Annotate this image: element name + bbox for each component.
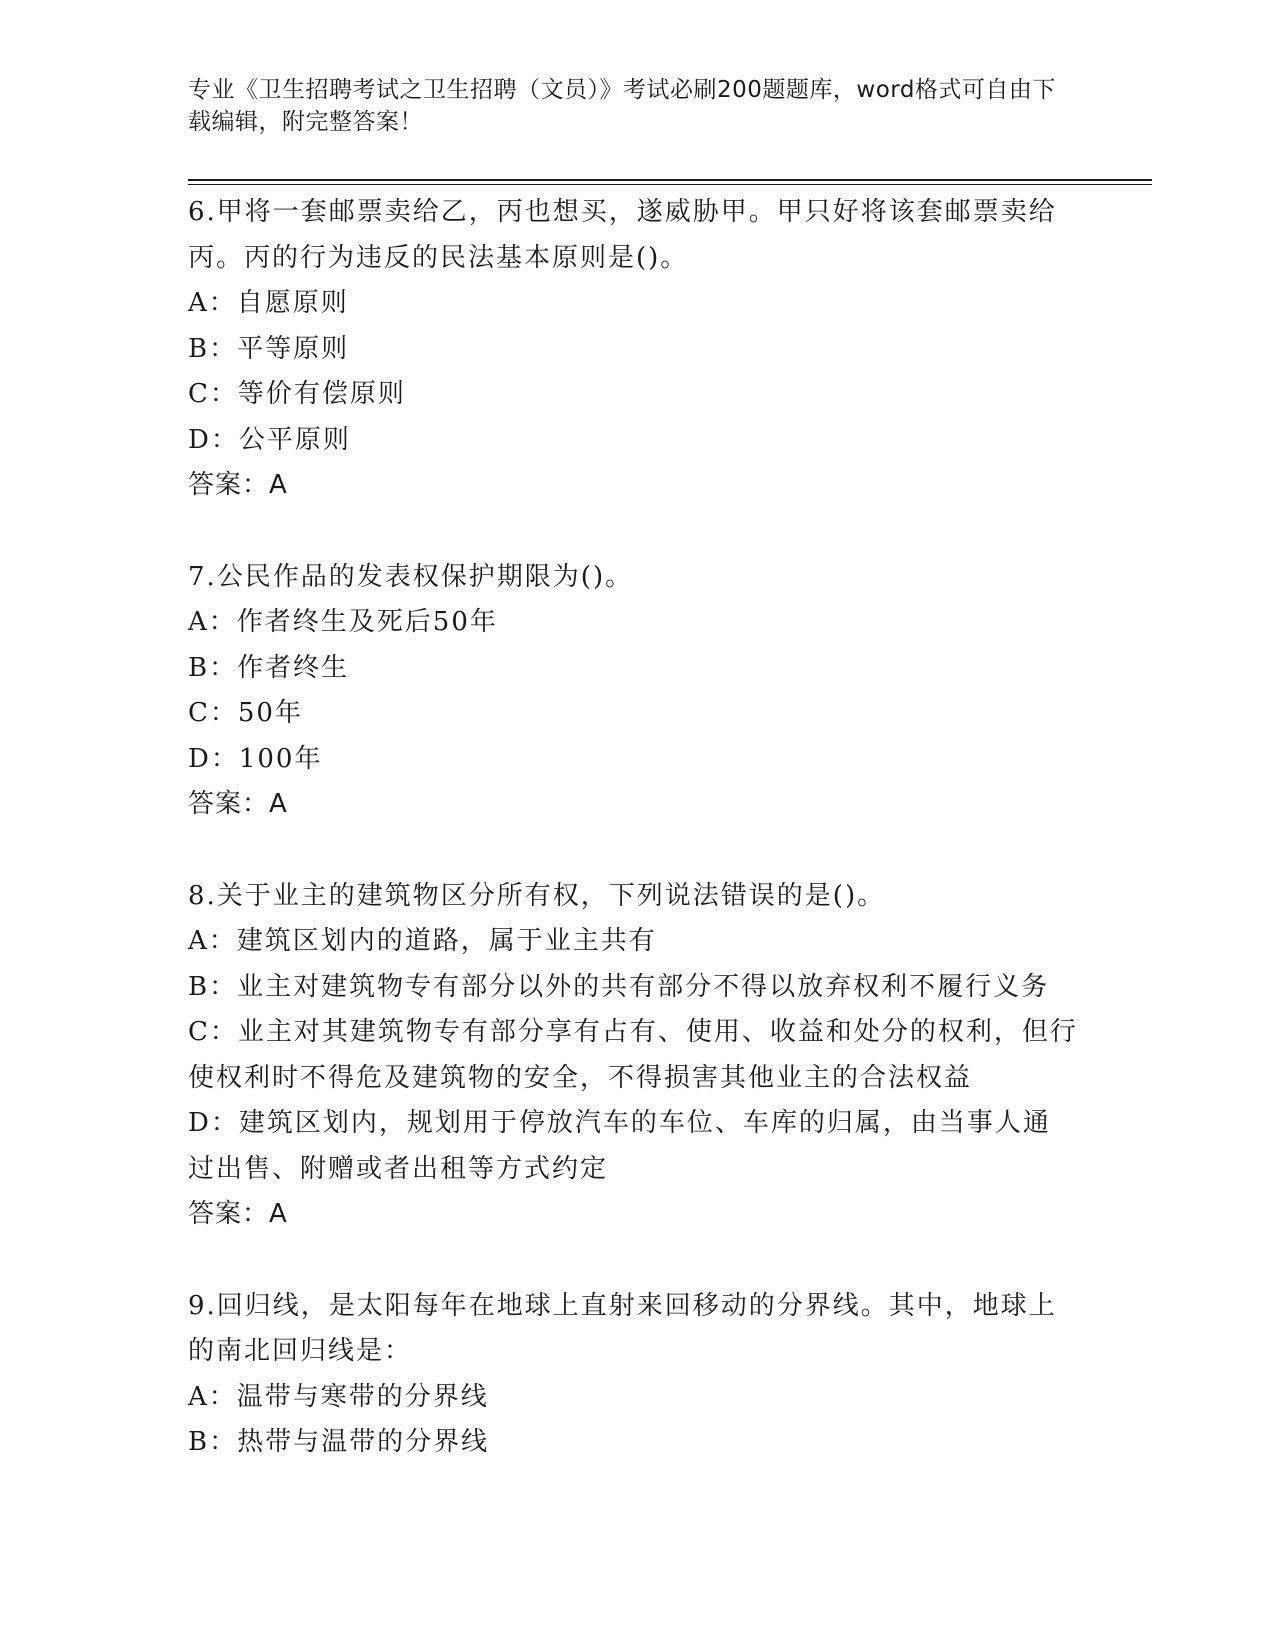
question-list [188,190,1078,1512]
question-stem: 9.回归线，是太阳每年在地球上直射来回移动的分界线。其中，地球上的南北回归线是： [188,1290,1057,1366]
document-header: 专业《卫生招聘考试之卫生招聘（文员）》考试必刷200题题库，word格式可自由下载编辑，附完整答案！ [188,77,1056,135]
option-a: A：作者终生及死后50年 [188,607,498,637]
question-6 [188,190,1078,509]
answer-line: 答案：A [188,789,288,819]
question-7 [188,555,1078,828]
option-b: B：热带与温带的分界线 [188,1427,490,1457]
header-divider-thin [188,184,1152,185]
option-b: B：作者终生 [188,652,350,683]
option-d: D：100年 [188,743,323,774]
header-divider-thick [188,179,1152,181]
option-a: A：自愿原则 [188,288,349,318]
option-c: C：业主对其建筑物专有部分享有占有、使用、收益和处分的权利，但行使权利时不得危及建筑物的安全，不得损害其他业主的合法权益 [188,1017,1078,1093]
option-b: B：业主对建筑物专有部分以外的共有部分不得以放弃权利不履行义务 [188,971,1050,1002]
question-stem: 7.公民作品的发表权保护期限为()。 [188,561,634,592]
option-c: C：等价有偿原则 [188,379,406,409]
option-d: D：建筑区划内，规划用于停放汽车的车位、车库的归属，由当事人通过出售、附赠或者出租等方式约定 [188,1108,1051,1184]
answer-line: 答案：A [188,470,288,500]
option-a: A：温带与寒带的分界线 [188,1381,489,1412]
option-b: B：平等原则 [188,333,350,364]
question-9 [188,1284,1078,1466]
option-c: C：50年 [188,698,303,728]
option-d: D：公平原则 [188,424,351,455]
answer-line: 答案：A [188,1199,288,1229]
question-8 [188,874,1078,1238]
question-stem: 6.甲将一套邮票卖给乙，丙也想买，遂威胁甲。甲只好将该套邮票卖给丙。丙的行为违反的民法基本原则是()。 [188,197,1057,273]
option-a: A：建筑区划内的道路，属于业主共有 [188,926,657,956]
question-stem: 8.关于业主的建筑物区分所有权，下列说法错误的是()。 [188,880,886,911]
